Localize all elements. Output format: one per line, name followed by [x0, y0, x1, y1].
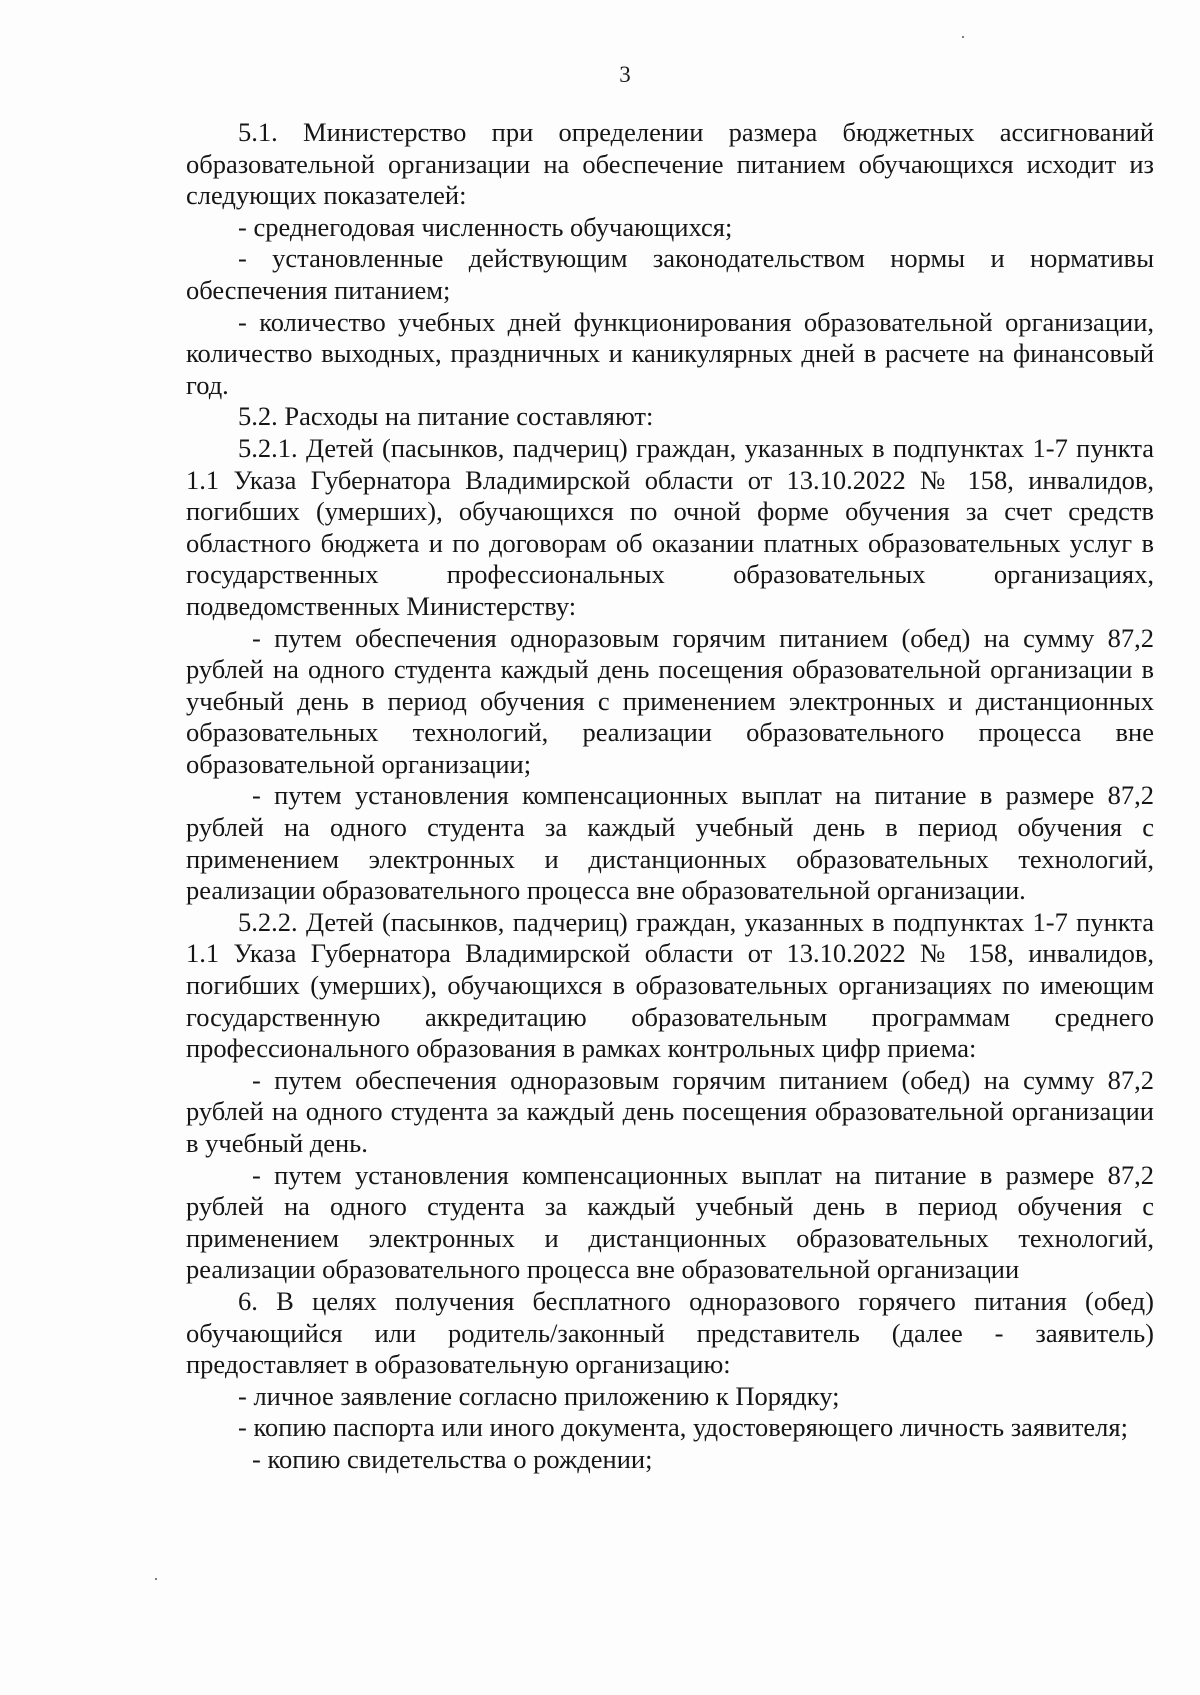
paragraph-5-2-1: 5.2.1. Детей (пасынков, падчериц) граждан, указанных в подпунктах 1-7 пункта 1.1 Указа Губернатора Владимирской области от 13.10.2022 № 158, инвалидов, погибших (умерших), обучающихся по очной форме обучения за счет средств областного бюджета и по договорам об оказании платных образовательных услуг в государственных профессиональных образовательных организациях, подведомственных Министерству:	[186, 432, 1154, 621]
list-item: - путем установления компенсационных выплат на питание в размере 87,2 рублей на одного студента за каждый учебный день в период обучения с применением электронных и дистанционных образовательных технологий, реализации образовательного процесса вне образовательной организации	[186, 1159, 1154, 1285]
list-item: - путем установления компенсационных выплат на питание в размере 87,2 рублей на одного студента за каждый учебный день в период обучения с применением электронных и дистанционных образовательных технологий, реализации образовательного процесса вне образовательной организации.	[186, 780, 1154, 906]
list-item: - установленные действующим законодательством нормы и нормативы обеспечения питанием;	[186, 243, 1154, 305]
scan-speck	[962, 36, 964, 38]
list-item: - среднегодовая численность обучающихся;	[238, 211, 733, 242]
list-item: - копию паспорта или иного документа, удостоверяющего личность заявителя;	[238, 1412, 1128, 1443]
paragraph-6: 6. В целях получения бесплатного одноразового горячего питания (обед) обучающийся или родитель/законный представитель (далее - заявитель) предоставляет в образовательную организацию:	[186, 1285, 1154, 1380]
list-item: - копию свидетельства о рождении;	[252, 1443, 653, 1474]
page-number: 3	[619, 62, 631, 87]
scan-speck	[155, 1578, 157, 1580]
paragraph-5-2: 5.2. Расходы на питание составляют:	[238, 401, 654, 432]
list-item: - путем обеспечения одноразовым горячим питанием (обед) на сумму 87,2 рублей на одного студента каждый день посещения образовательной организации в учебный день в период обучения с применением электронных и дистанционных образовательных технологий, реализации образовательного процесса вне образовательной организации;	[186, 622, 1154, 779]
list-item: - количество учебных дней функционирования образовательной организации, количество выходных, праздничных и каникулярных дней в расчете на финансовый год.	[186, 306, 1154, 400]
list-item: - личное заявление согласно приложению к Порядку;	[238, 1380, 840, 1411]
document-body	[186, 117, 1154, 1476]
paragraph-5-2-2: 5.2.2. Детей (пасынков, падчериц) граждан, указанных в подпунктах 1-7 пункта 1.1 Указа Губернатора Владимирской области от 13.10.2022 № 158, инвалидов, погибших (умерших), обучающихся в образовательных организациях по имеющим государственную аккредитацию образовательным программам среднего профессионального образования в рамках контрольных цифр приема:	[186, 906, 1154, 1064]
paragraph-5-1: 5.1. Министерство при определении размера бюджетных ассигнований образовательной организации на обеспечение питанием обучающихся исходит из следующих показателей:	[186, 117, 1154, 211]
list-item: - путем обеспечения одноразовым горячим питанием (обед) на сумму 87,2 рублей на одного студента за каждый день посещения образовательной организации в учебный день.	[186, 1064, 1154, 1158]
